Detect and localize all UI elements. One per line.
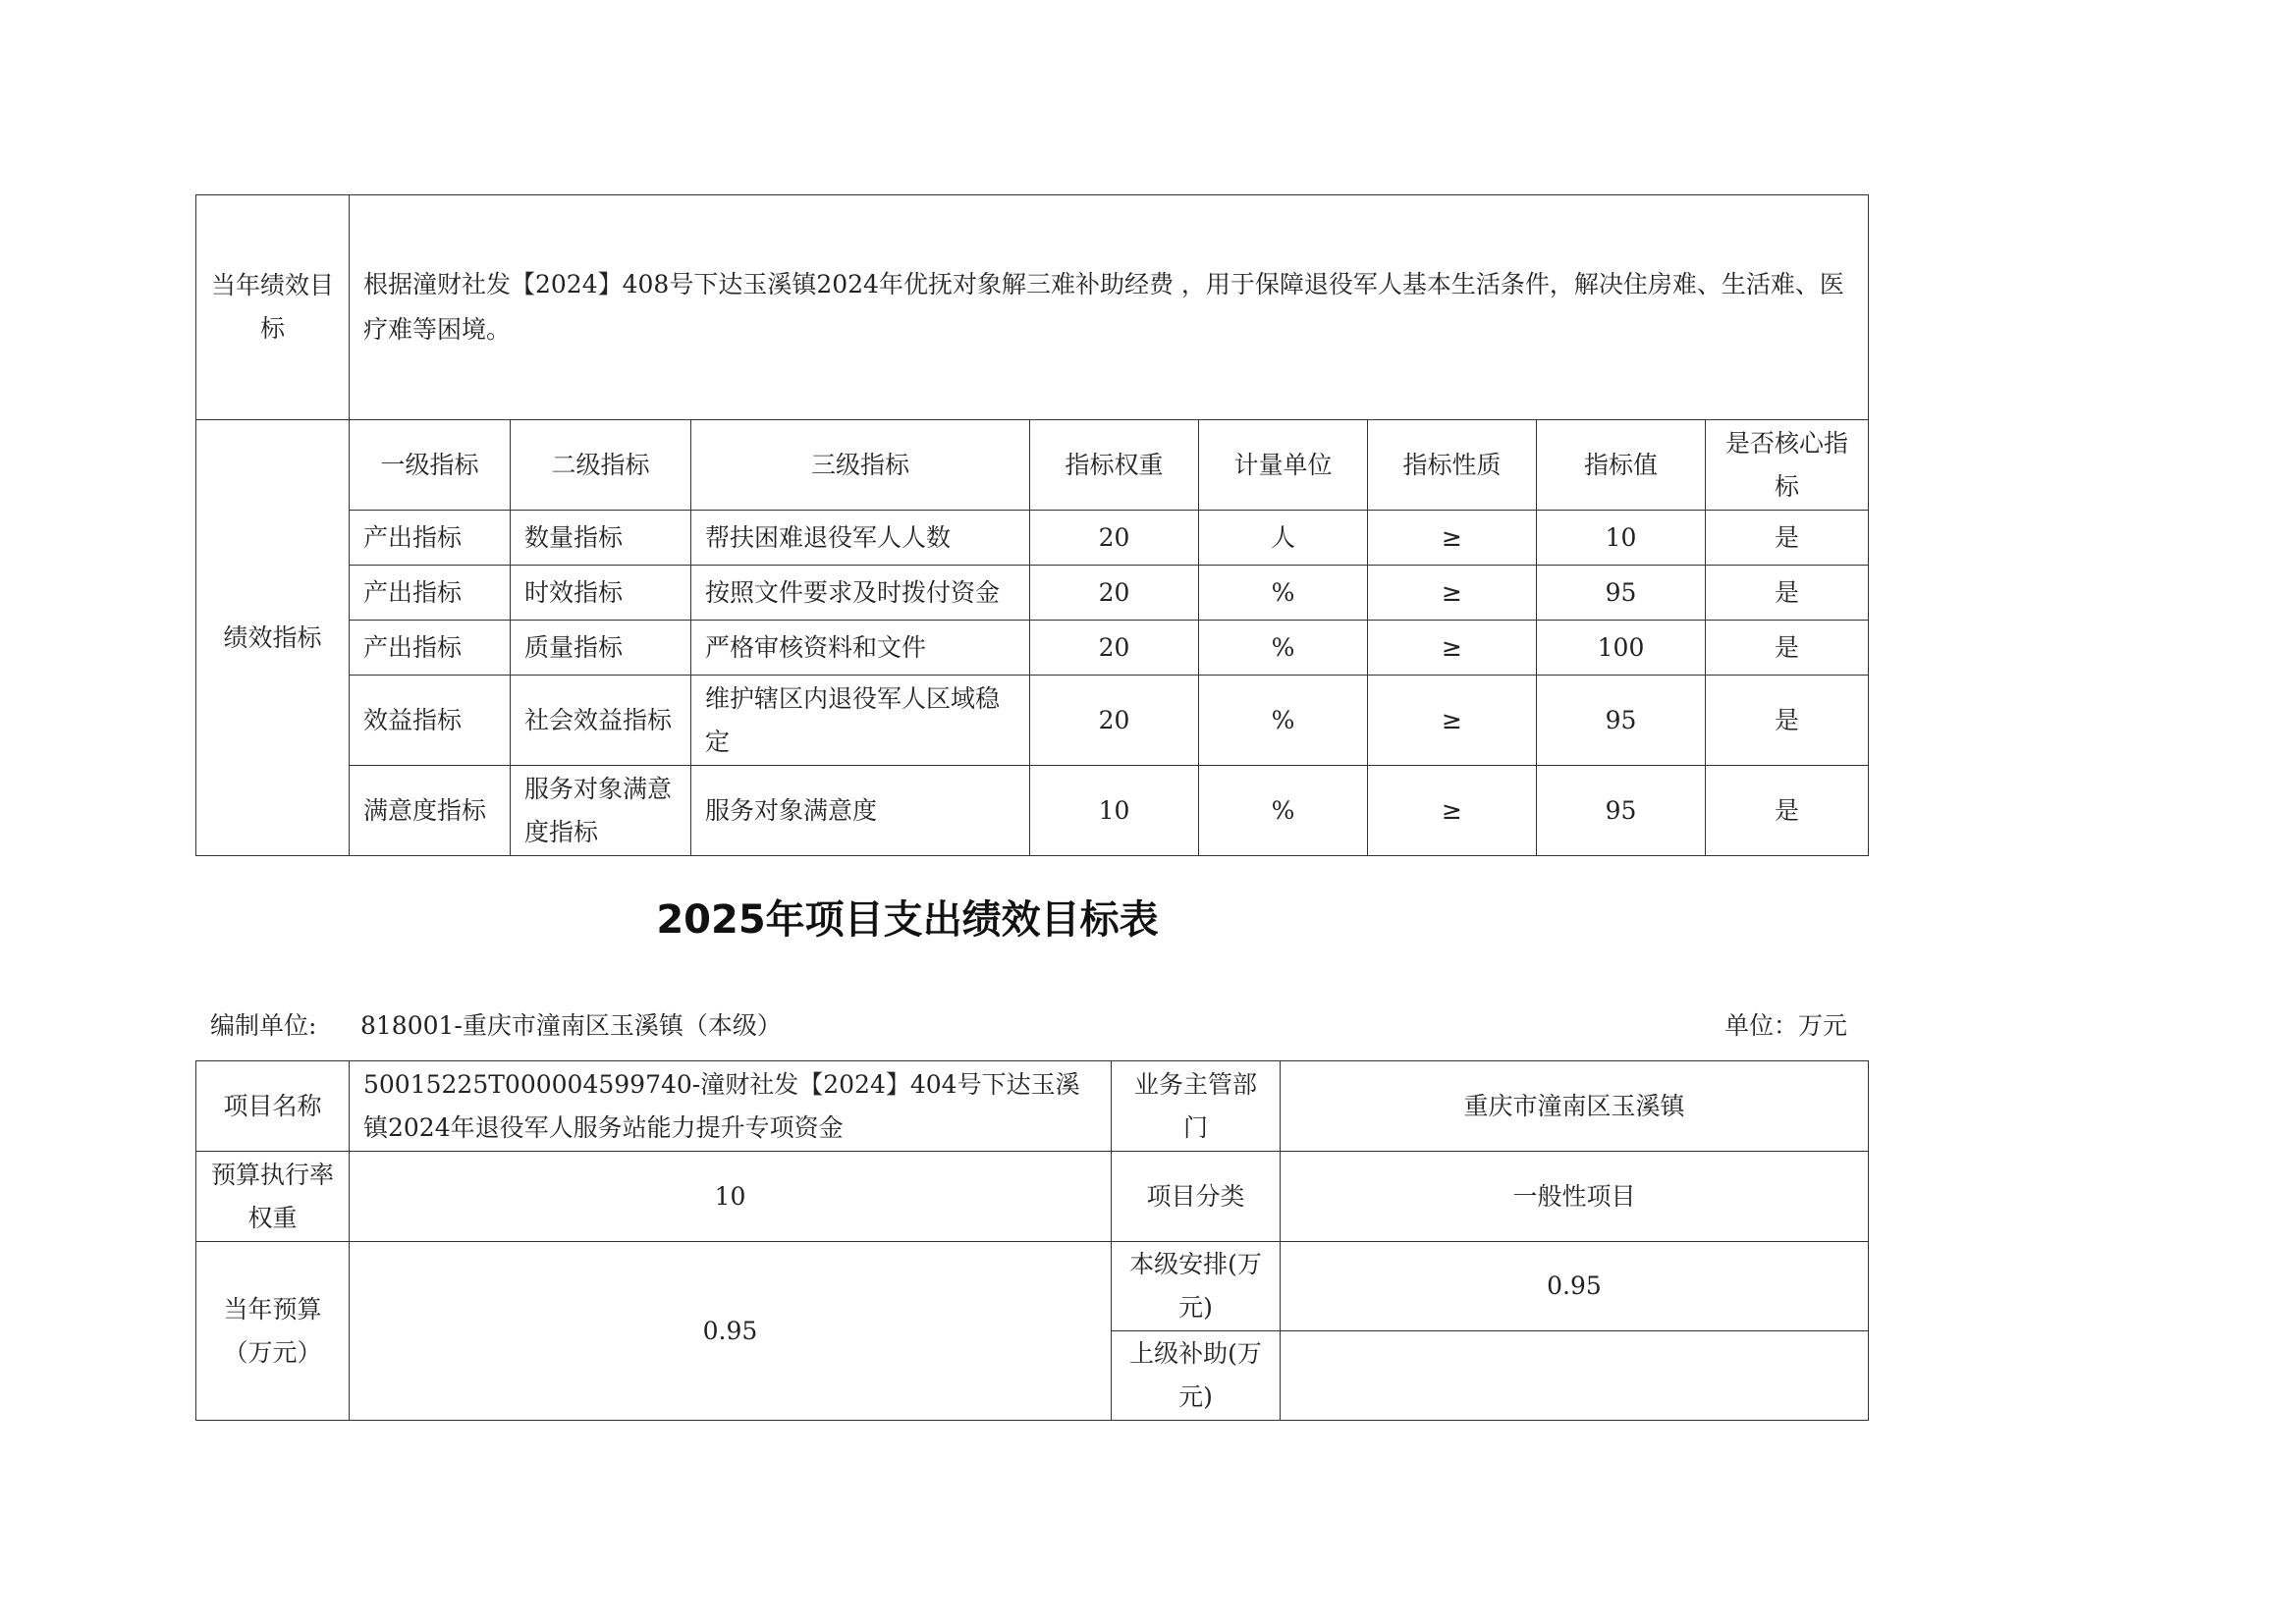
performance-goal-table-continued <box>195 194 1869 856</box>
annual-goal-label: 当年绩效目标 <box>196 195 350 420</box>
weight-cell: 20 <box>1030 621 1199 676</box>
org-value: 818001-重庆市潼南区玉溪镇（本级） <box>360 1011 782 1040</box>
level3-cell: 严格审核资料和文件 <box>691 621 1030 676</box>
exec-rate-label: 预算执行率权重 <box>196 1152 350 1242</box>
level1-cell: 满意度指标 <box>350 766 511 856</box>
annual-goal-text: 根据潼财社发【2024】408号下达玉溪镇2024年优抚对象解三难补助经费 ，用于保障退役军人基本生活条件，解决住房难、生活难、医疗难等困境。 <box>350 195 1869 420</box>
upper-label: 上级补助(万元) <box>1112 1331 1281 1421</box>
weight-cell: 20 <box>1030 676 1199 766</box>
level3-cell: 服务对象满意度 <box>691 766 1030 856</box>
page-title: 2025年项目支出绩效目标表 <box>656 897 1159 943</box>
project-name-label: 项目名称 <box>196 1061 350 1152</box>
core-cell: 是 <box>1706 566 1869 621</box>
level2-cell: 时效指标 <box>511 566 691 621</box>
nature-cell: ≥ <box>1368 621 1537 676</box>
level2-cell: 服务对象满意度指标 <box>511 766 691 856</box>
level3-cell: 按照文件要求及时拨付资金 <box>691 566 1030 621</box>
budget-value: 0.95 <box>350 1242 1112 1421</box>
dept-value: 重庆市潼南区玉溪镇 <box>1281 1061 1869 1152</box>
unit-cell: % <box>1199 566 1368 621</box>
unit-cell: 人 <box>1199 511 1368 566</box>
org-label: 编制单位: <box>210 1011 317 1040</box>
table-row <box>196 511 1869 566</box>
header-cell: 指标权重 <box>1030 420 1199 511</box>
core-cell: 是 <box>1706 766 1869 856</box>
upper-value <box>1281 1331 1869 1421</box>
core-cell: 是 <box>1706 676 1869 766</box>
header-cell: 计量单位 <box>1199 420 1368 511</box>
dept-label: 业务主管部门 <box>1112 1061 1281 1152</box>
unit-label: 单位：万元 <box>1724 1011 1848 1040</box>
unit-cell: % <box>1199 621 1368 676</box>
header-cell: 指标性质 <box>1368 420 1537 511</box>
value-cell: 95 <box>1537 766 1706 856</box>
level2-cell: 社会效益指标 <box>511 676 691 766</box>
unit-cell: % <box>1199 766 1368 856</box>
exec-rate-value: 10 <box>350 1152 1112 1242</box>
weight-cell: 10 <box>1030 766 1199 856</box>
level1-cell: 产出指标 <box>350 621 511 676</box>
indicator-label: 绩效指标 <box>196 420 350 856</box>
value-cell: 95 <box>1537 676 1706 766</box>
weight-cell: 20 <box>1030 511 1199 566</box>
header-cell: 指标值 <box>1537 420 1706 511</box>
value-cell: 95 <box>1537 566 1706 621</box>
nature-cell: ≥ <box>1368 511 1537 566</box>
budget-label: 当年预算（万元） <box>196 1242 350 1421</box>
table-row <box>196 766 1869 856</box>
level2-cell: 质量指标 <box>511 621 691 676</box>
value-cell: 10 <box>1537 511 1706 566</box>
value-cell: 100 <box>1537 621 1706 676</box>
nature-cell: ≥ <box>1368 566 1537 621</box>
category-label: 项目分类 <box>1112 1152 1281 1242</box>
level2-cell: 数量指标 <box>511 511 691 566</box>
table-row <box>196 621 1869 676</box>
level1-cell: 产出指标 <box>350 566 511 621</box>
local-value: 0.95 <box>1281 1242 1869 1331</box>
category-value: 一般性项目 <box>1281 1152 1869 1242</box>
level3-cell: 维护辖区内退役军人区域稳定 <box>691 676 1030 766</box>
table-row <box>196 566 1869 621</box>
core-cell: 是 <box>1706 511 1869 566</box>
unit-cell: % <box>1199 676 1368 766</box>
header-cell: 是否核心指标 <box>1706 420 1869 511</box>
weight-cell: 20 <box>1030 566 1199 621</box>
header-cell: 一级指标 <box>350 420 511 511</box>
level1-cell: 产出指标 <box>350 511 511 566</box>
nature-cell: ≥ <box>1368 676 1537 766</box>
level1-cell: 效益指标 <box>350 676 511 766</box>
table-row <box>196 676 1869 766</box>
nature-cell: ≥ <box>1368 766 1537 856</box>
core-cell: 是 <box>1706 621 1869 676</box>
local-label: 本级安排(万元) <box>1112 1242 1281 1331</box>
header-cell: 二级指标 <box>511 420 691 511</box>
project-budget-table <box>195 1060 1869 1421</box>
level3-cell: 帮扶困难退役军人人数 <box>691 511 1030 566</box>
project-name-value: 50015225T000004599740-潼财社发【2024】404号下达玉溪镇2024年退役军人服务站能力提升专项资金 <box>350 1061 1112 1152</box>
header-cell: 三级指标 <box>691 420 1030 511</box>
